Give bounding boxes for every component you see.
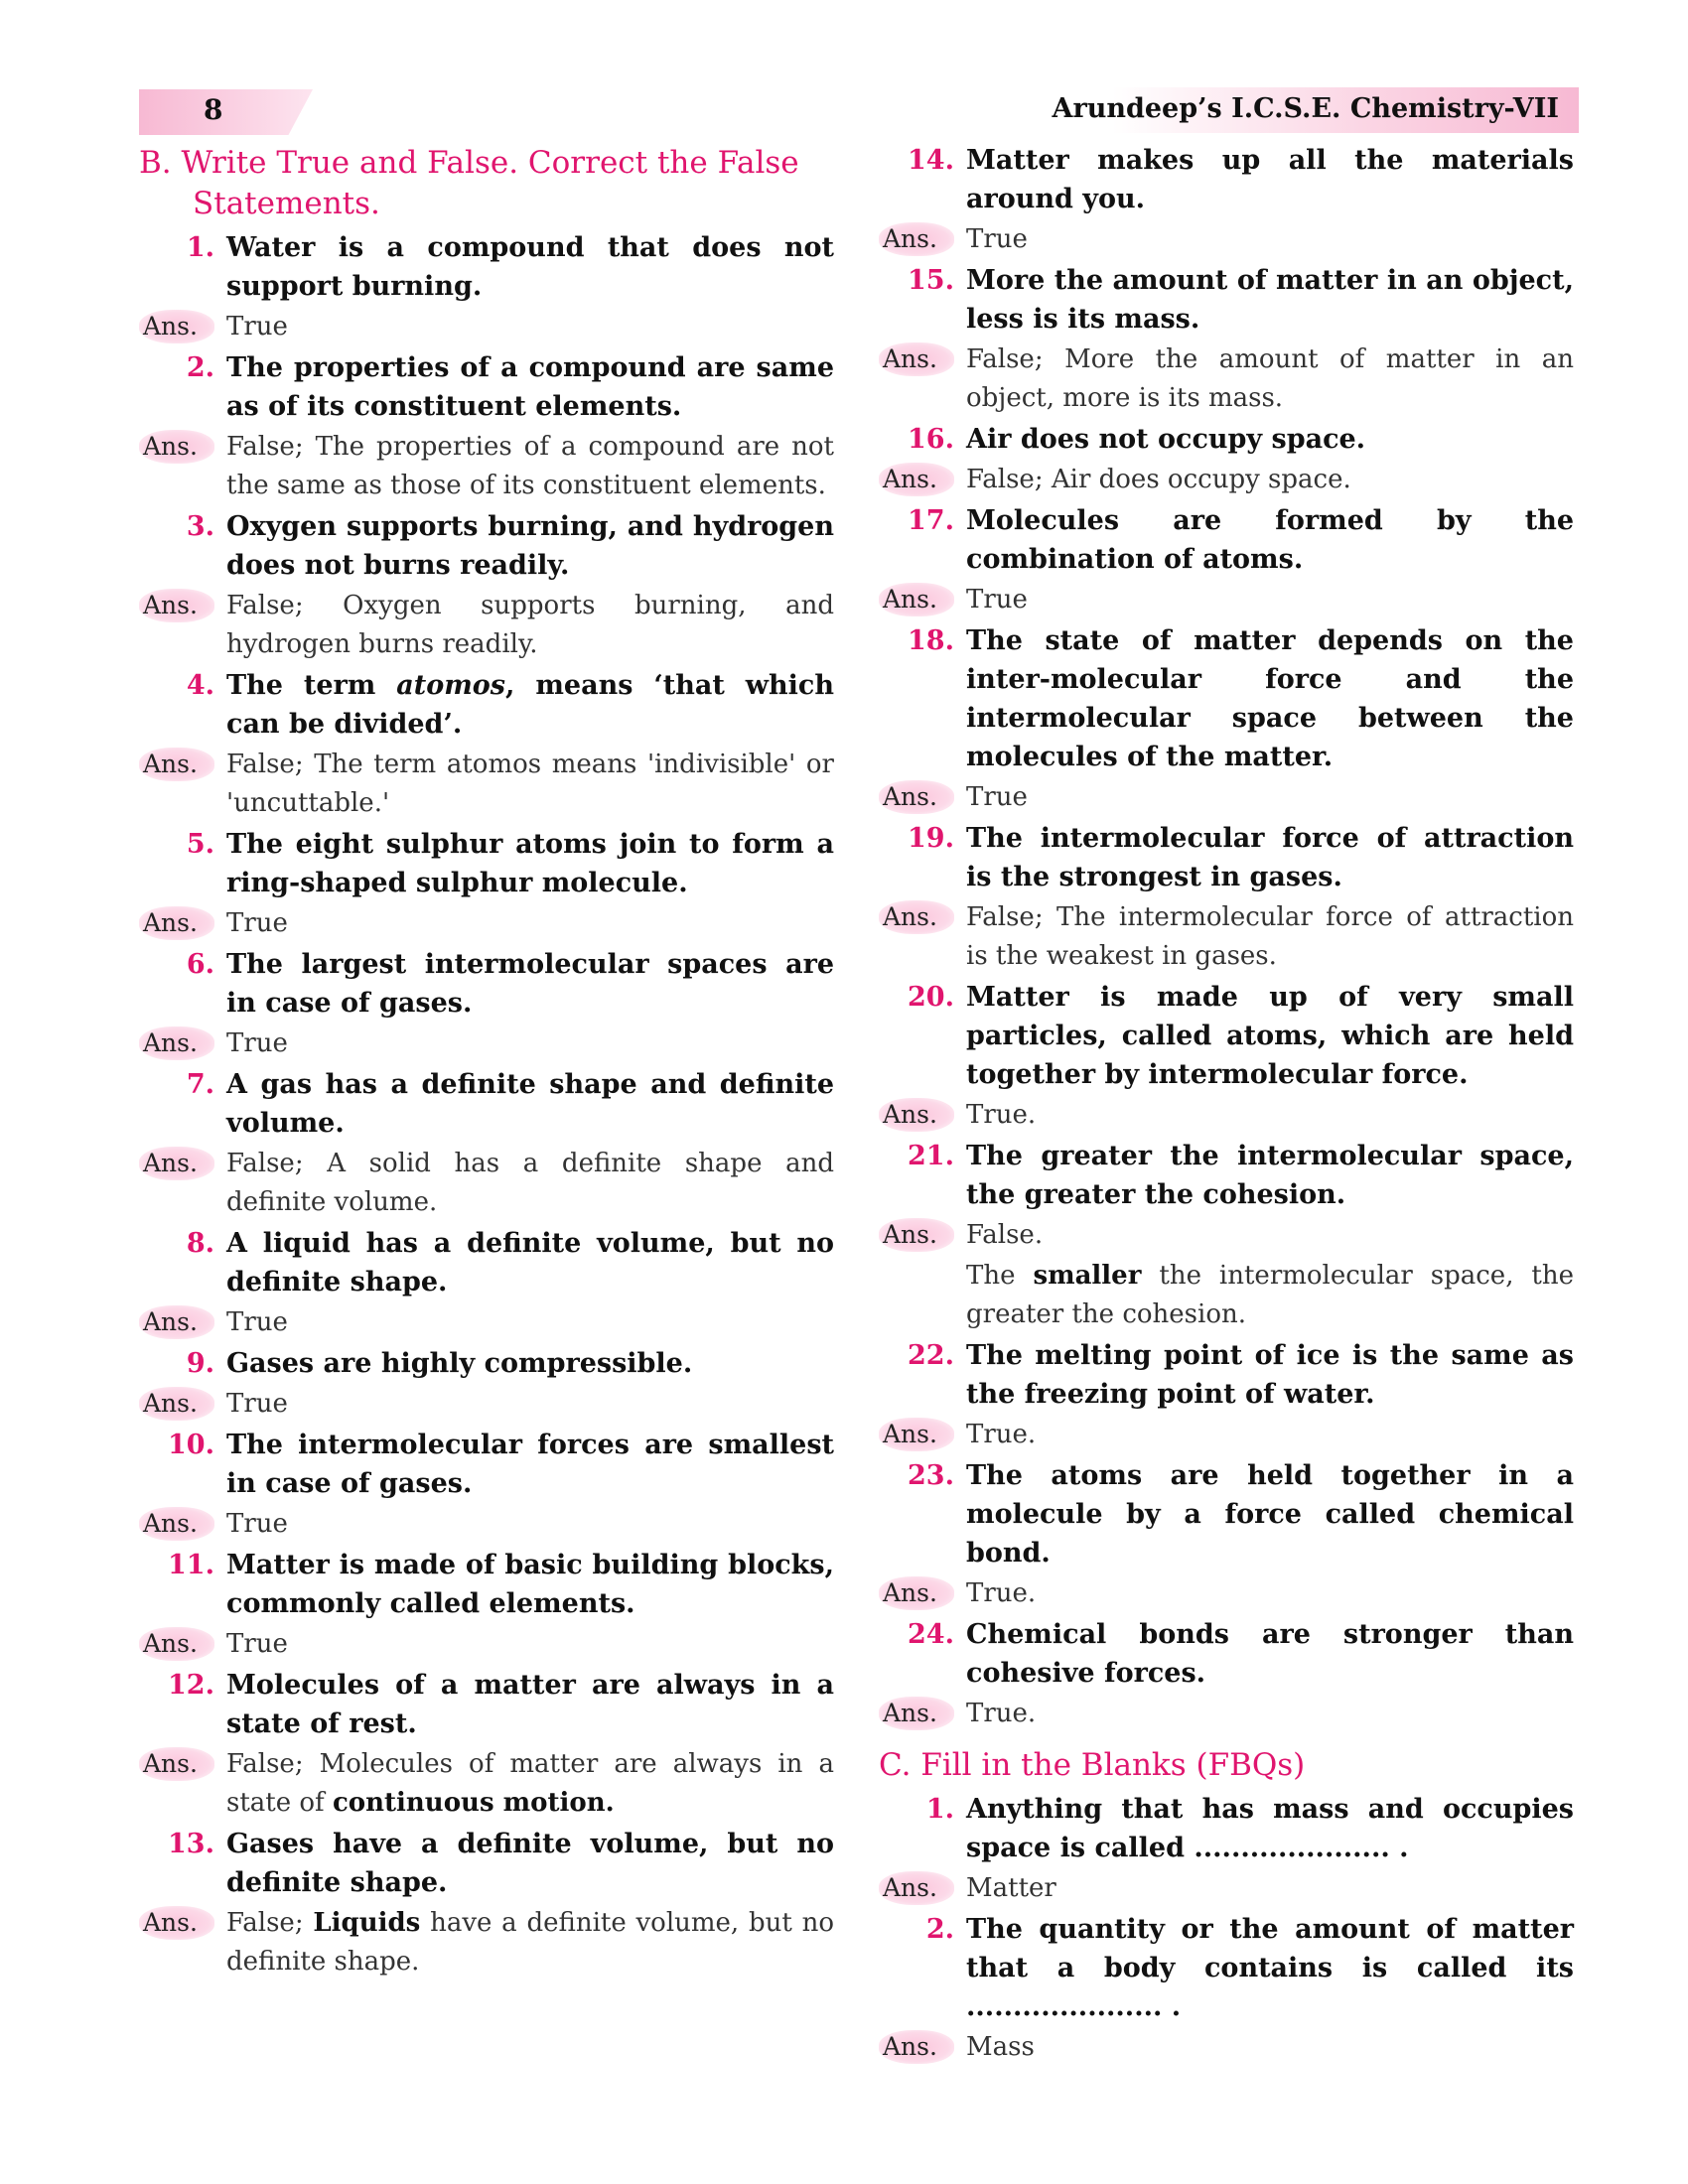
answer-item bbox=[139, 587, 834, 664]
ans-label: Ans. bbox=[139, 430, 214, 464]
question-item bbox=[879, 1615, 1574, 1693]
answer-text: False; The intermolecular force of attraction is the weakest in gases. bbox=[966, 902, 1574, 971]
answer-item bbox=[139, 1745, 834, 1823]
ans-label: Ans. bbox=[879, 900, 954, 934]
question-item bbox=[879, 819, 1574, 896]
answer-item bbox=[139, 428, 834, 505]
question-number: 24. bbox=[908, 1619, 954, 1650]
ans-label: Ans. bbox=[139, 1147, 214, 1180]
question-item bbox=[879, 141, 1574, 218]
answer-text: The bbox=[966, 1261, 1034, 1291]
question-item bbox=[139, 1426, 834, 1503]
question-text: The intermolecular forces are smallest in case of gases. bbox=[226, 1430, 834, 1499]
answer-item bbox=[879, 778, 1574, 817]
answer-item bbox=[139, 1145, 834, 1222]
question-number: 15. bbox=[908, 265, 954, 296]
question-text: The atoms are held together in a molecule by a force called chemical bond. bbox=[966, 1460, 1574, 1569]
question-text: Chemical bonds are stronger than cohesive forces. bbox=[966, 1619, 1574, 1689]
question-text: Anything that has mass and occupies space is called ..................... . bbox=[966, 1794, 1574, 1863]
answer-item bbox=[879, 1416, 1574, 1454]
answer-text: True bbox=[226, 1509, 288, 1539]
question-item bbox=[879, 621, 1574, 776]
question-text: Matter makes up all the materials around you. bbox=[966, 145, 1574, 214]
answer-item bbox=[879, 341, 1574, 418]
answer-text: False; A solid has a definite shape and definite volume. bbox=[226, 1149, 834, 1217]
question-text: The melting point of ice is the same as the freezing point of water. bbox=[966, 1340, 1574, 1410]
question-text: More the amount of matter in an object, less is its mass. bbox=[966, 265, 1574, 335]
page-number-tab bbox=[139, 89, 313, 135]
question-item bbox=[879, 261, 1574, 339]
ans-label: Ans. bbox=[139, 1906, 214, 1940]
question-item bbox=[139, 666, 834, 744]
question-item bbox=[139, 228, 834, 306]
question-text: Gases are highly compressible. bbox=[226, 1348, 693, 1379]
answer-text: True bbox=[226, 1307, 288, 1337]
question-item bbox=[139, 1065, 834, 1143]
question-number: 16. bbox=[908, 424, 954, 455]
question-item bbox=[139, 348, 834, 426]
question-number: 7. bbox=[186, 1069, 214, 1100]
answer-text: the intermolecular space, the greater the cohesion. bbox=[966, 1261, 1574, 1329]
question-number: 5. bbox=[186, 829, 214, 860]
question-number: 9. bbox=[186, 1348, 214, 1379]
answer-extra bbox=[879, 1257, 1574, 1334]
ans-label: Ans. bbox=[139, 589, 214, 622]
question-number: 10. bbox=[168, 1430, 214, 1460]
question-number: 11. bbox=[168, 1550, 214, 1580]
answer-item bbox=[879, 1574, 1574, 1613]
ans-label: Ans. bbox=[139, 1747, 214, 1781]
answer-text: True. bbox=[966, 1578, 1037, 1608]
question-item bbox=[139, 945, 834, 1023]
answer-text: True bbox=[966, 224, 1028, 254]
question-text: Water is a compound that does not support burning. bbox=[226, 232, 834, 302]
answer-item bbox=[139, 1505, 834, 1544]
question-text: The largest intermolecular spaces are in case of gases. bbox=[226, 949, 834, 1019]
question-item bbox=[139, 825, 834, 902]
question-item bbox=[139, 1825, 834, 1902]
ans-label: Ans. bbox=[139, 906, 214, 940]
answer-item bbox=[139, 1625, 834, 1664]
ans-label: Ans. bbox=[879, 583, 954, 616]
answer-item bbox=[139, 1024, 834, 1063]
ans-label: Ans. bbox=[139, 310, 214, 343]
answer-text: True bbox=[966, 782, 1028, 812]
question-text: A liquid has a definite volume, but no definite shape. bbox=[226, 1228, 834, 1297]
answer-text: True bbox=[226, 1028, 288, 1058]
question-number: 2. bbox=[186, 352, 214, 383]
book-title: Arundeep’s I.C.S.E. Chemistry-VII bbox=[1052, 93, 1559, 124]
ans-label: Ans. bbox=[879, 1871, 954, 1905]
answer-text: False; The term atomos means 'indivisible' or 'uncuttable.' bbox=[226, 750, 834, 818]
ans-label: Ans. bbox=[139, 1387, 214, 1421]
question-number: 4. bbox=[186, 670, 214, 701]
ans-label: Ans. bbox=[879, 1697, 954, 1730]
question-item bbox=[139, 1546, 834, 1623]
question-number: 23. bbox=[908, 1460, 954, 1491]
question-number: 3. bbox=[186, 511, 214, 542]
answer-item bbox=[139, 1303, 834, 1342]
ans-label: Ans. bbox=[139, 1507, 214, 1541]
ans-label: Ans. bbox=[139, 1026, 214, 1060]
question-number: 18. bbox=[908, 625, 954, 656]
answer-item bbox=[879, 581, 1574, 619]
question-text: The greater the intermolecular space, the greater the cohesion. bbox=[966, 1141, 1574, 1210]
question-number: 1. bbox=[186, 232, 214, 263]
question-text: The eight sulphur atoms join to form a ring-shaped sulphur molecule. bbox=[226, 829, 834, 898]
ans-label: Ans. bbox=[879, 1418, 954, 1451]
ans-label: Ans. bbox=[879, 1098, 954, 1132]
ans-label: Ans. bbox=[879, 1218, 954, 1252]
ans-label: Ans. bbox=[879, 463, 954, 496]
question-number: 21. bbox=[908, 1141, 954, 1171]
question-text: A gas has a definite shape and definite volume. bbox=[226, 1069, 834, 1139]
question-number: 13. bbox=[168, 1829, 214, 1859]
question-text: Matter is made up of very small particles, called atoms, which are held together by intermolecular force. bbox=[966, 982, 1574, 1090]
ans-label: Ans. bbox=[139, 1627, 214, 1661]
question-item bbox=[879, 1790, 1574, 1867]
answer-text: Mass bbox=[966, 2032, 1035, 2062]
question-text: , means ‘that which can be divided’. bbox=[226, 670, 834, 740]
answer-text: have a definite volume, but no definite shape. bbox=[226, 1908, 834, 1977]
answer-text: False; Air does occupy space. bbox=[966, 465, 1351, 494]
ans-label: Ans. bbox=[879, 780, 954, 814]
question-item bbox=[139, 507, 834, 585]
question-number: 12. bbox=[168, 1670, 214, 1701]
answer-item bbox=[879, 1096, 1574, 1135]
answer-text: False; More the amount of matter in an object, more is its mass. bbox=[966, 344, 1574, 413]
left-column bbox=[139, 139, 834, 1983]
page-number: 8 bbox=[204, 93, 223, 126]
answer-text: True bbox=[226, 1389, 288, 1419]
question-item bbox=[879, 1456, 1574, 1572]
answer-text: True. bbox=[966, 1420, 1037, 1449]
question-number: 2. bbox=[925, 1914, 954, 1945]
answer-item bbox=[879, 898, 1574, 976]
ans-label: Ans. bbox=[879, 342, 954, 376]
right-column bbox=[879, 139, 1574, 2069]
answer-item bbox=[879, 461, 1574, 499]
answer-text: False. bbox=[966, 1220, 1044, 1250]
question-item bbox=[879, 978, 1574, 1094]
answer-text: True bbox=[226, 312, 288, 341]
answer-item bbox=[139, 904, 834, 943]
question-text: Matter is made of basic building blocks, commonly called elements. bbox=[226, 1550, 834, 1619]
answer-text-bold: Liquids bbox=[313, 1908, 421, 1938]
question-number: 6. bbox=[186, 949, 214, 980]
question-text: Gases have a definite volume, but no definite shape. bbox=[226, 1829, 834, 1898]
question-text-italic: atomos bbox=[396, 670, 506, 701]
answer-item bbox=[879, 1695, 1574, 1733]
question-item bbox=[139, 1224, 834, 1301]
question-text: Air does not occupy space. bbox=[966, 424, 1366, 455]
answer-text: False; Molecules of matter are always in a state of bbox=[226, 1749, 834, 1818]
question-text: The intermolecular force of attraction is the strongest in gases. bbox=[966, 823, 1574, 892]
answer-item bbox=[139, 1904, 834, 1981]
question-number: 14. bbox=[908, 145, 954, 176]
section-c-title: C. Fill in the Blanks (FBQs) bbox=[879, 1747, 1306, 1783]
ans-label: Ans. bbox=[879, 222, 954, 256]
question-text: The term bbox=[226, 670, 397, 701]
answer-text: False; The properties of a compound are not the same as those of its constituent elements. bbox=[226, 432, 834, 500]
question-item bbox=[879, 1910, 1574, 2026]
answer-text: True bbox=[226, 908, 288, 938]
question-number: 17. bbox=[908, 505, 954, 536]
answer-item bbox=[879, 1869, 1574, 1908]
ans-label: Ans. bbox=[139, 748, 214, 781]
question-text: The properties of a compound are same as of its constituent elements. bbox=[226, 352, 834, 422]
answer-item bbox=[139, 308, 834, 346]
answer-item bbox=[139, 746, 834, 823]
answer-text: Matter bbox=[966, 1873, 1056, 1903]
answer-item bbox=[879, 1216, 1574, 1255]
section-b-title: B. Write True and False. Correct the False Statements. bbox=[139, 145, 799, 221]
question-item bbox=[879, 501, 1574, 579]
question-text: The state of matter depends on the inter-molecular force and the intermolecular space between the molecules of the matter. bbox=[966, 625, 1574, 772]
question-item bbox=[879, 1336, 1574, 1414]
answer-item bbox=[139, 1385, 834, 1424]
question-text: Molecules of a matter are always in a state of rest. bbox=[226, 1670, 834, 1739]
answer-text: True bbox=[966, 585, 1028, 614]
answer-text: False; Oxygen supports burning, and hydrogen burns readily. bbox=[226, 591, 834, 659]
answer-text: True. bbox=[966, 1100, 1037, 1130]
question-text: Molecules are formed by the combination of atoms. bbox=[966, 505, 1574, 575]
answer-text-bold: continuous motion. bbox=[332, 1788, 615, 1818]
ans-label: Ans. bbox=[139, 1305, 214, 1339]
question-text: Oxygen supports burning, and hydrogen does not burns readily. bbox=[226, 511, 834, 581]
answer-text: False; bbox=[226, 1908, 314, 1938]
question-item bbox=[879, 1137, 1574, 1214]
answer-item bbox=[879, 220, 1574, 259]
question-item bbox=[139, 1666, 834, 1743]
question-number: 20. bbox=[908, 982, 954, 1013]
question-item bbox=[879, 420, 1574, 459]
question-number: 22. bbox=[908, 1340, 954, 1371]
answer-text-bold: smaller bbox=[1033, 1261, 1142, 1291]
question-number: 1. bbox=[925, 1794, 954, 1825]
question-text: The quantity or the amount of matter that a body contains is called its ..................... . bbox=[966, 1914, 1574, 2022]
question-number: 19. bbox=[908, 823, 954, 854]
question-number: 8. bbox=[186, 1228, 214, 1259]
ans-label: Ans. bbox=[879, 2030, 954, 2064]
answer-text: True bbox=[226, 1629, 288, 1659]
answer-item bbox=[879, 2028, 1574, 2067]
question-item bbox=[139, 1344, 834, 1383]
answer-text: True. bbox=[966, 1699, 1037, 1728]
ans-label: Ans. bbox=[879, 1576, 954, 1610]
